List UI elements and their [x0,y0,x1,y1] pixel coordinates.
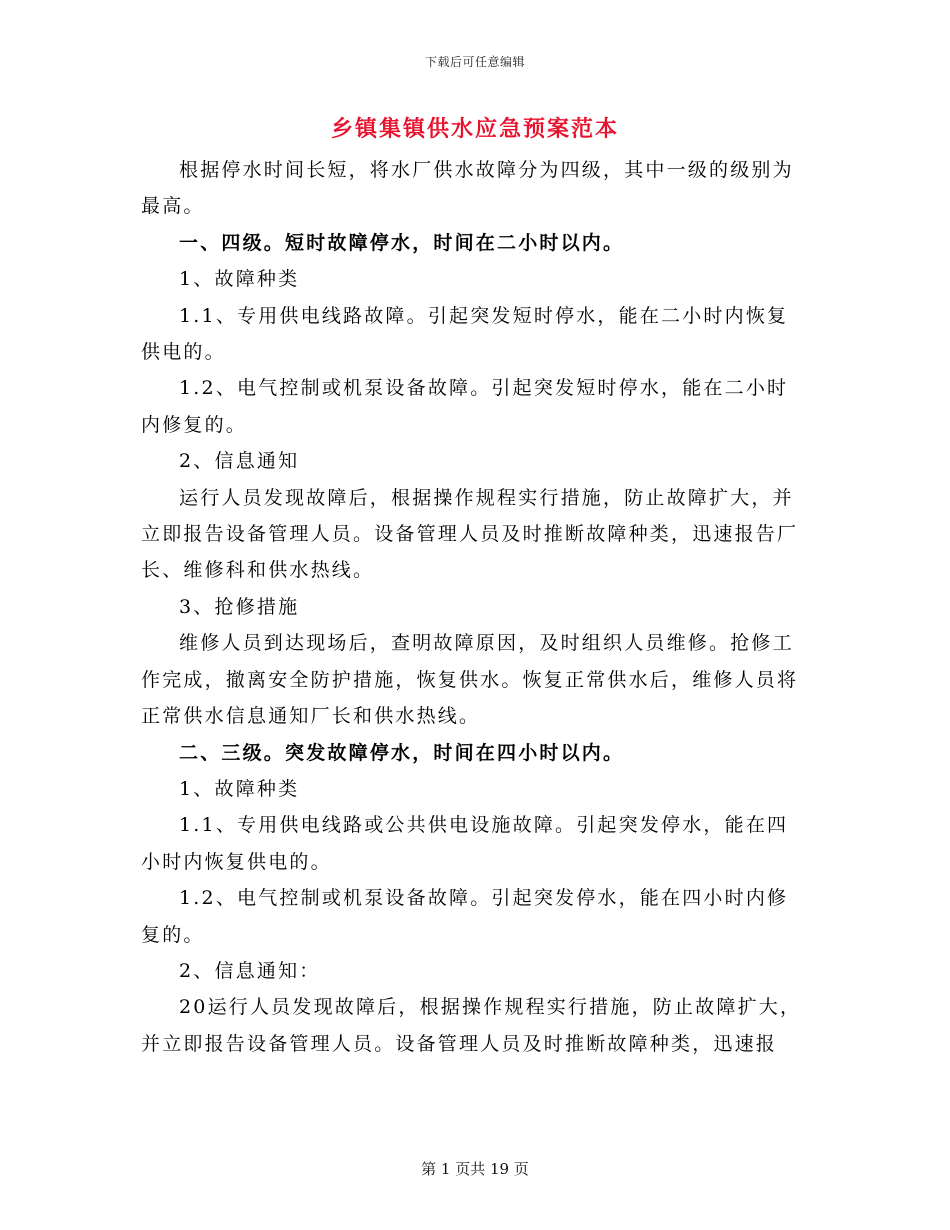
subheading-repair-measures: 3、抢修措施 [179,595,300,618]
paragraph-item: 运行人员发现故障后，根据操作规程实行措施，防止故障扩大，并立即报告设备管理人员。设备管理人员及时推断故障种类，迅速报告厂长、维修科和供水热线。 [141,486,799,582]
page-header: 下载后可任意编辑 [424,55,525,69]
subheading-notification: 2、信息通知 [179,450,300,473]
document-body [141,152,809,1062]
document-title: 乡镇集镇供水应急预案范本 [330,116,619,142]
paragraph-intro: 根据停水时间长短，将水厂供水故障分为四级，其中一级的级别为最高。 [141,159,794,218]
section-heading-level-4: 一、四级。短时故障停水，时间在二小时以内。 [179,231,625,254]
subheading-fault-types: 1、故障种类 [179,777,300,800]
paragraph-item: 维修人员到达现场后，查明故障原因，及时组织人员维修。抢修工作完成，撤离安全防护措施，恢复供水。恢复正常供水后，维修人员将正常供水信息通知厂长和供水热线。 [141,632,799,728]
subheading-notification: 2、信息通知： [179,959,321,982]
paragraph-item: 1.1、专用供电线路故障。引起突发短时停水，能在二小时内恢复供电的。 [141,304,789,364]
section-heading-level-3: 二、三级。突发故障停水，时间在四小时以内。 [179,741,625,764]
subheading-fault-types: 1、故障种类 [179,268,300,291]
paragraph-item: 1.2、电气控制或机泵设备故障。引起突发短时停水，能在二小时内修复的。 [141,377,789,436]
page-number-footer: 第 1 页共 19 页 [421,1160,529,1178]
paragraph-item: 20运行人员发现故障后，根据操作规程实行措施，防止故障扩大，并立即报告设备管理人员。设备管理人员及时推断故障种类，迅速报 [141,996,802,1055]
paragraph-item: 1.2、电气控制或机泵设备故障。引起突发停水，能在四小时内修复的。 [141,887,789,946]
paragraph-item: 1.1、专用供电线路或公共供电设施故障。引起突发停水，能在四小时内恢复供电的。 [141,814,789,873]
